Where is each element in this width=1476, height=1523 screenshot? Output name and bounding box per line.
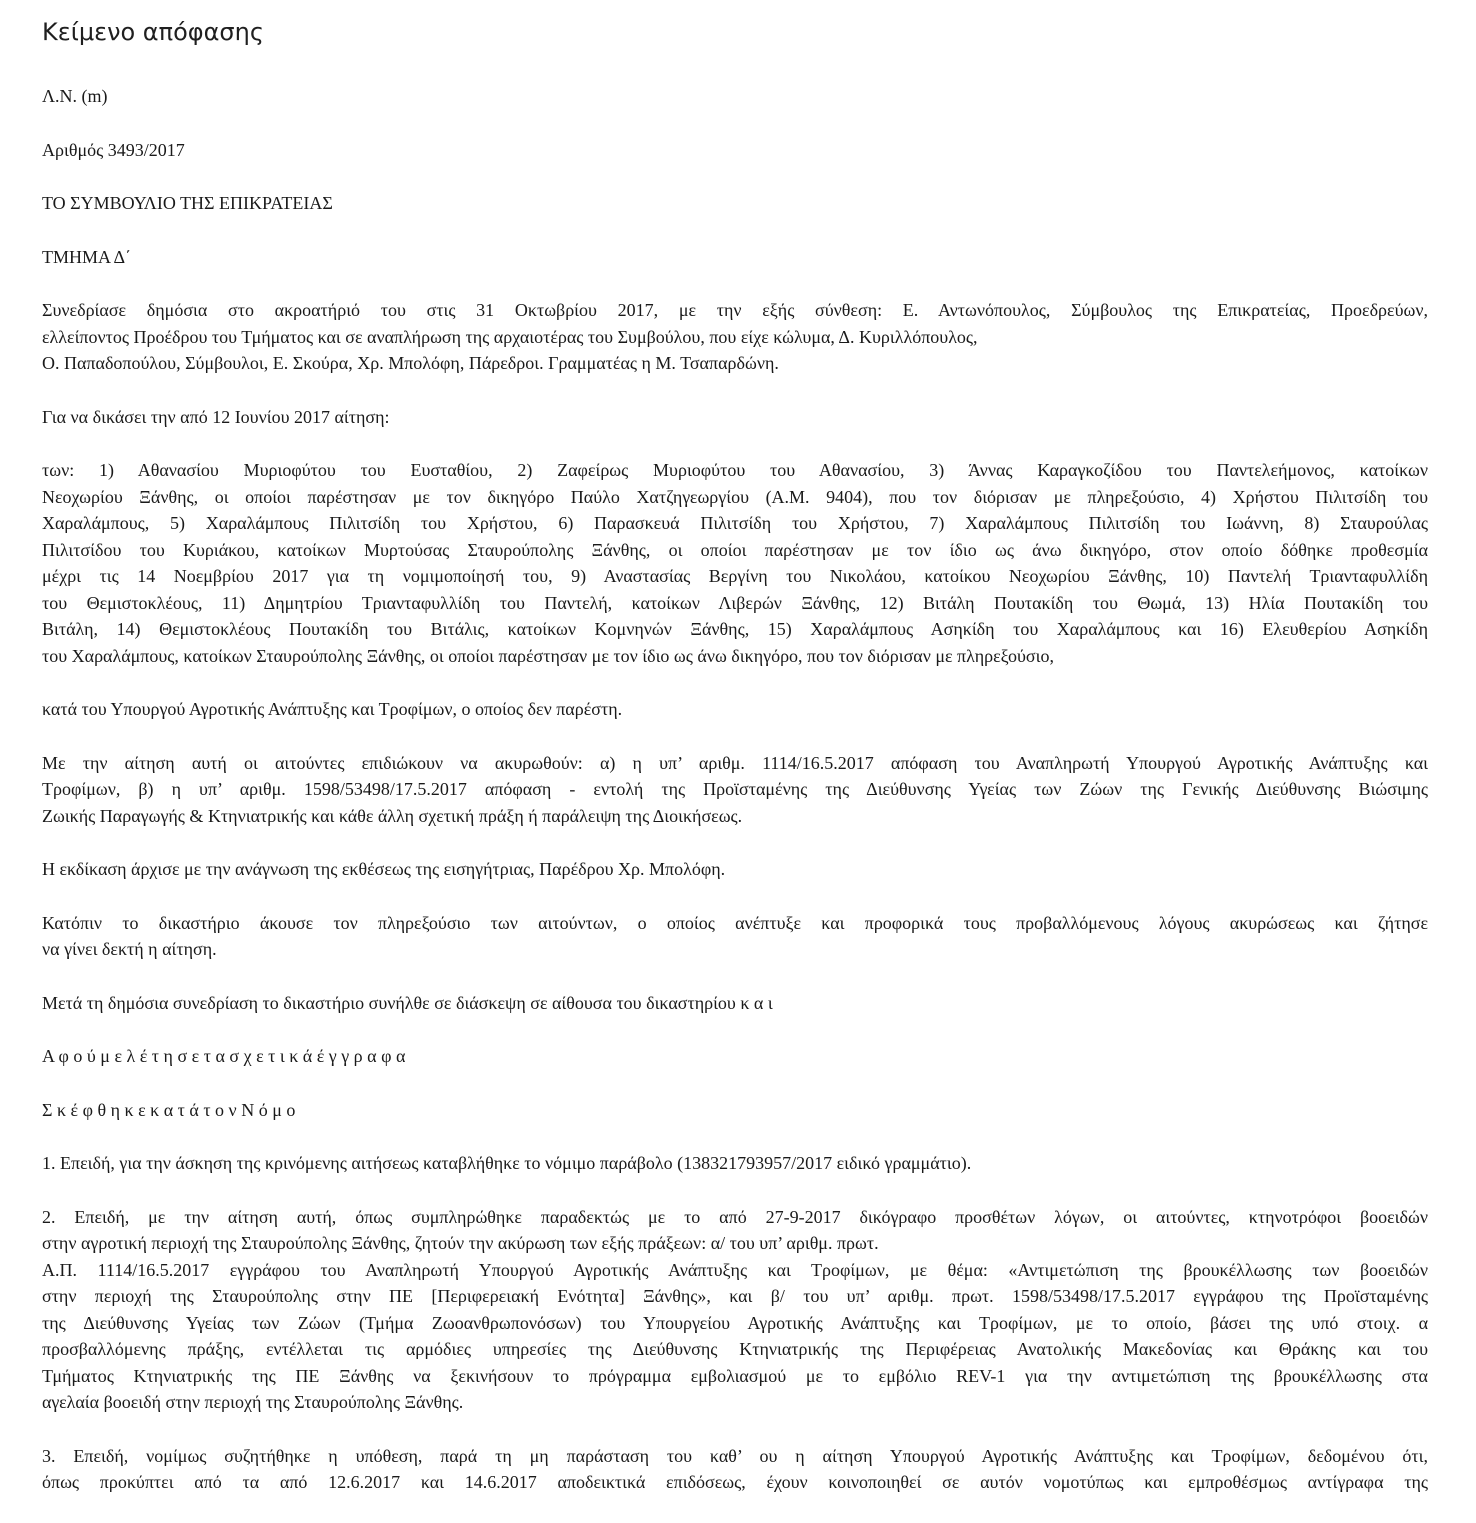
petition-intro: Για να δικάσει την από 12 Ιουνίου 2017 αίτηση: [42, 406, 390, 427]
court-section: ΤΜΗΜΑ Δ΄ [42, 246, 132, 267]
point-3-paragraph [42, 1443, 1428, 1496]
hearing-paragraph: Η εκδίκαση άρχισε με την ανάγνωση της εκθέσεως της εισηγήτριας, Παρέδρου Χρ. Μπολόφη. [42, 859, 726, 879]
point-2-line: της Διεύθυνσης Υγείας των Ζώων (Τμήμα Ζωοανθρωπονόσων) του Υπουργείου Αγροτικής Ανάπτυξης και Τροφίμων, με το οποίο, βάσει της υπό στοιχ. α [42, 1312, 1428, 1333]
object-line: Τροφίμων, β) η υπ’ αριθμ. 1598/53498/17.5.2017 απόφαση - εντολή της Προϊσταμένης της Διεύθυνσης Υγείας των Ζώων της Γενικής Διεύθυνσης Βιώσιμης [42, 779, 1428, 799]
point-2-line: Α.Π. 1114/16.5.2017 εγγράφου του Αναπληρωτή Υπουργού Αγροτικής Ανάπτυξης και Τροφίμων, με θέμα: «Αντιμετώπιση της βρουκέλλωσης των βοοειδών [42, 1259, 1428, 1280]
petitioners-line: Νεοχωρίου Ξάνθης, οι οποίοι παρέστησαν με τον δικηγόρο Παύλο Χατζηγεωργίου (Α.Μ. 9404), που τον διόρισαν με πληρεξούσιο, 4) Χρήστου Πιλιτσίδη του [42, 486, 1428, 507]
point-2-line: στην περιοχή της Σταυρούπολης στην ΠΕ [Περιφερειακή Ενότητα] Ξάνθης», και β/ του υπ’ αριθμ. πρωτ. 1598/53498/17.5.2017 εγγράφου της Προϊσταμένης [42, 1286, 1428, 1306]
point-3-line: 3. Επειδή, νομίμως συζητήθηκε η υπόθεση, παρά τη μη παράσταση του καθ’ ου η αίτηση Υπουργού Αγροτικής Ανάπτυξης και Τροφίμων, δεδομένου ότι, [42, 1445, 1428, 1466]
deliberation-paragraph: Μετά τη δημόσια συνεδρίαση το δικαστήριο συνήλθε σε διάσκεψη σε αίθουσα του δικαστηρίου κ α ι [42, 992, 773, 1013]
point-2-line: προσβαλλόμενης πράξης, εντέλλεται τις αρμόδιες υπηρεσίες της Διεύθυνσης Κτηνιατρικής της Περιφέρειας Ανατολικής Μακεδονίας και Θράκης και του [42, 1339, 1428, 1359]
petitioners-line: Βιτάλη, 14) Θεμιστοκλέους Πουτακίδη του Βιτάλις, κατοίκων Κομνηνών Ξάνθης, 15) Χαραλάμπους Ασηκίδη του Χαραλάμπους και 16) Ελευθερίου Ασηκίδη [42, 619, 1428, 639]
petitioners-paragraph [42, 457, 1428, 669]
composition-line: ελλείποντος Προέδρου του Τμήματος και σε αναπλήρωση της αρχαιοτέρας του Συμβούλου, που είχε κώλυμα, Δ. Κυριλλόπουλος, [42, 326, 978, 347]
petitioners-line: μέχρι τις 14 Νοεμβρίου 2017 για τη νομιμοποίησή του, 9) Αναστασίας Βεργίνη του Νικολάου, κατοίκου Νεοχωρίου Ξάνθης, 10) Παντελή Τριανταφυλλίδη [42, 566, 1428, 586]
counsel-line: να γίνει δεκτή η αίτηση. [42, 939, 217, 959]
point-2-line: στην αγροτική περιοχή της Σταυρούπολης Ξάνθης, ζητούν την ακύρωση των εξής πράξεων: α/ του υπ’ αριθμ. πρωτ. [42, 1233, 879, 1253]
considered-heading: Σ κ έ φ θ η κ ε κ α τ ά τ ο ν Ν ό μ ο [42, 1099, 296, 1120]
composition-line: Συνεδρίασε δημόσια στο ακροατήριό του στις 31 Οκτωβρίου 2017, με την εξής σύνθεση: Ε. Αντωνόπουλος, Σύμβουλος της Επικρατείας, Προεδρεύων, [42, 300, 1428, 320]
composition-paragraph [42, 297, 1428, 377]
decision-body [42, 83, 1428, 1523]
point-2-line: Τμήματος Κτηνιατρικής της ΠΕ Ξάνθης να ξεκινήσουν το πρόγραμμα εμβολιασμού με το εμβόλιο REV-1 για την αντιμετώπιση της βρουκέλλωσης στα [42, 1365, 1428, 1386]
counsel-paragraph [42, 910, 1428, 963]
point-2-paragraph [42, 1204, 1428, 1416]
point-2-line: αγελαία βοοειδή στην περιοχή της Σταυρούπολης Ξάνθης. [42, 1392, 464, 1412]
object-line: Ζωικής Παραγωγής & Κτηνιατρικής και κάθε άλλη σχετική πράξη ή παράλειψη της Διοικήσεως. [42, 805, 743, 826]
point-3-line: όπως προκύπτει από τα από 12.6.2017 και 14.6.2017 αποδεικτικά επιδόσεως, έχουν κοινοποιηθεί σε αυτόν νομοτύπως και εμπροθέσμως αντίγραφα της [42, 1472, 1428, 1492]
object-line: Με την αίτηση αυτή οι αιτούντες επιδιώκουν να ακυρωθούν: α) η υπ’ αριθμ. 1114/16.5.2017 απόφαση του Αναπληρωτή Υπουργού Αγροτικής Ανάπτυξης και [42, 752, 1428, 773]
object-paragraph [42, 750, 1428, 830]
point-1-paragraph: 1. Επειδή, για την άσκηση της κρινόμενης αιτήσεως καταβλήθηκε το νόμιμο παράβολο (138321793957/2017 ειδικό γραμμάτιο). [42, 1153, 972, 1173]
decision-number: Αριθμός 3493/2017 [42, 139, 185, 160]
respondent-paragraph: κατά του Υπουργού Αγροτικής Ανάπτυξης και Τροφίμων, ο οποίος δεν παρέστη. [42, 699, 623, 719]
petitioners-line: Πιλιτσίδου του Κυριάκου, κατοίκων Μυρτούσας Σταυρούπολης Ξάνθης, οι οποίοι παρέστησαν με τον ίδιο ως άνω δικηγόρο, στον οποίο δόθηκε προθεσμία [42, 539, 1428, 560]
petitioners-line: Χαραλάμπους, 5) Χαραλάμπους Πιλιτσίδη του Χρήστου, 6) Παρασκευά Πιλιτσίδη του Χρήστου, 7) Χαραλάμπους Πιλιτσίδη του Ιωάννη, 8) Σταυρούλας [42, 513, 1428, 533]
petitioners-line: του Χαραλάμπους, κατοίκων Σταυρούπολης Ξάνθης, οι οποίοι παρέστησαν με τον ίδιο ως άνω δικηγόρο, που τον διόρισαν με πληρεξούσιο, [42, 645, 1054, 666]
petitioners-line: των: 1) Αθανασίου Μυριοφύτου του Ευσταθίου, 2) Ζαφείρως Μυριοφύτου του Αθανασίου, 3) Άννας Καραγκοζίδου του Παντελεήμονος, κατοίκων [42, 460, 1428, 480]
court-name: ΤΟ ΣΥΜΒΟΥΛΙΟ ΤΗΣ ΕΠΙΚΡΑΤΕΙΑΣ [42, 193, 333, 213]
petitioners-line: του Θεμιστοκλέους, 11) Δημητρίου Τριανταφυλλίδη του Παντελή, κατοίκων Λιβερών Ξάνθης, 12) Βιτάλη Πουτακίδη του Θωμά, 13) Ηλία Πουτακίδη του [42, 592, 1428, 613]
point-2-line: 2. Επειδή, με την αίτηση αυτή, όπως συμπληρώθηκε παραδεκτώς με το από 27-9-2017 δικόγραφο προσθέτων λόγων, οι αιτούντες, κτηνοτρόφοι βοοειδών [42, 1206, 1428, 1227]
case-code: Λ.Ν. (m) [42, 86, 108, 106]
composition-line: Ο. Παπαδοπούλου, Σύμβουλοι, Ε. Σκούρα, Χρ. Μπολόφη, Πάρεδροι. Γραμματέας η Μ. Τσαπαρδώνη. [42, 353, 779, 373]
page-title: Κείμενο απόφασης [42, 18, 264, 46]
studied-heading: Α φ ο ύ μ ε λ έ τ η σ ε τ α σ χ ε τ ι κ ά έ γ γ ρ α φ α [42, 1046, 406, 1066]
counsel-line: Κατόπιν το δικαστήριο άκουσε τον πληρεξούσιο των αιτούντων, ο οποίος ανέπτυξε και προφορικά τους προβαλλόμενους λόγους ακυρώσεως και ζήτησε [42, 912, 1428, 933]
